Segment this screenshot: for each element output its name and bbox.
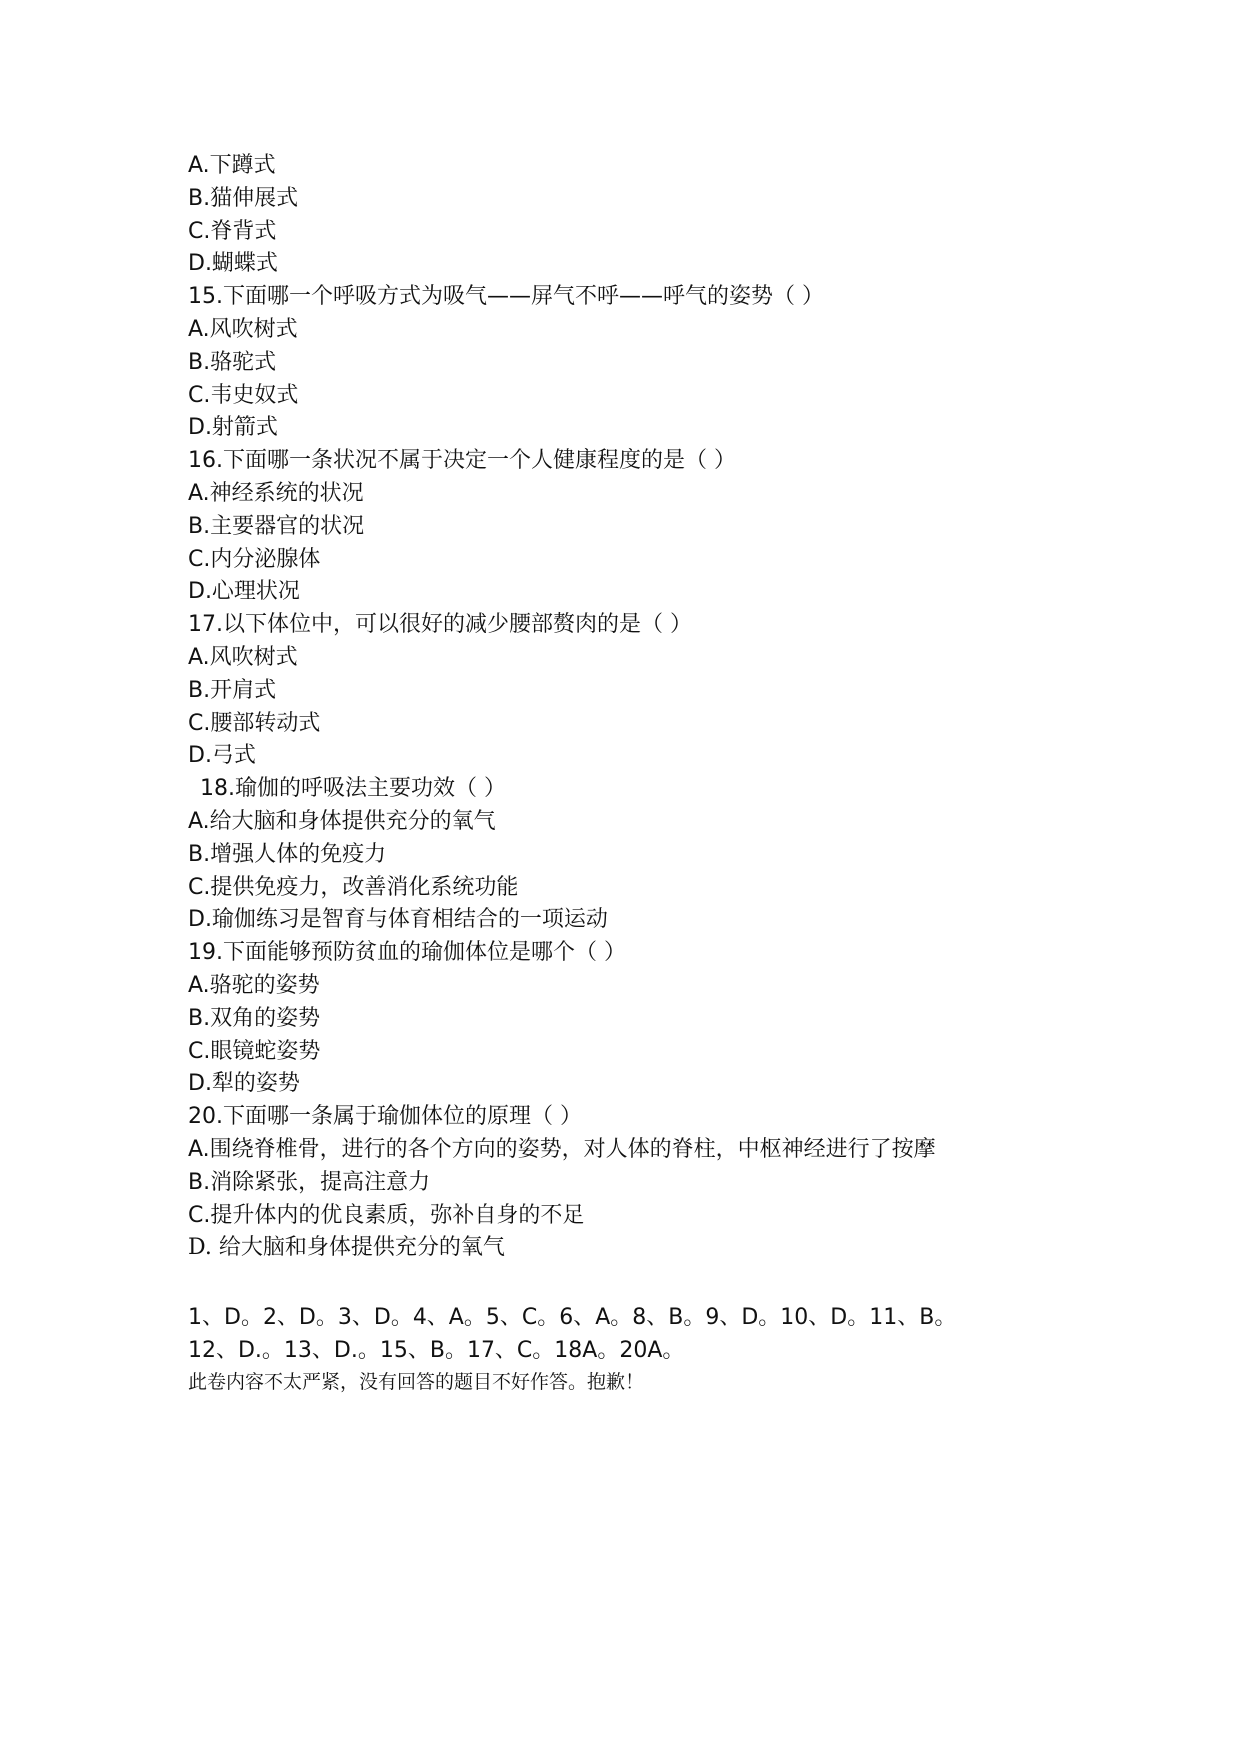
option-a: A.神经系统的状况: [188, 480, 364, 506]
option-a: A.骆驼的姿势: [188, 972, 320, 998]
question-text: 15.下面哪一个呼吸方式为吸气——屏气不呼——呼气的姿势（ ）: [188, 284, 824, 310]
option-a: A.下蹲式: [188, 153, 276, 178]
option-c: C.韦史奴式: [188, 382, 299, 408]
option-b: B.骆驼式: [188, 349, 277, 375]
option-b: B.猫伸展式: [188, 185, 299, 211]
question-17: [188, 609, 1088, 773]
option-a: A.风吹树式: [188, 316, 298, 342]
option-c: C.脊背式: [188, 218, 277, 244]
answer-note: 此卷内容不太严紧，没有回答的题目不好作答。抱歉！: [188, 1371, 645, 1394]
question-text: 16.下面哪一条状况不属于决定一个人健康程度的是（ ）: [188, 448, 736, 474]
question-16: [188, 445, 1088, 609]
option-c: C.眼镜蛇姿势: [188, 1038, 321, 1064]
option-d: D. 给大脑和身体提供充分的氧气: [188, 1235, 505, 1261]
question-19: [188, 937, 1088, 1101]
document-page: [188, 150, 1088, 1397]
option-c: C.腰部转动式: [188, 710, 321, 736]
option-d: D.瑜伽练习是智育与体育相结合的一项运动: [188, 907, 608, 933]
question-18: [188, 773, 1088, 937]
answer-line-2: 12、D.。13、D.。15、B。17、C。18A。20A。: [188, 1338, 685, 1364]
question-text: 18.瑜伽的呼吸法主要功效（ ）: [200, 776, 506, 802]
option-b: B.增强人体的免疫力: [188, 841, 387, 867]
question-text: 20.下面哪一条属于瑜伽体位的原理（ ）: [188, 1104, 582, 1130]
option-d: D.弓式: [188, 743, 256, 769]
option-c: C.提供免疫力，改善消化系统功能: [188, 874, 519, 900]
question-15: [188, 281, 1088, 445]
question-text: 17.以下体位中，可以很好的减少腰部赘肉的是（ ）: [188, 612, 692, 638]
option-a: A.给大脑和身体提供充分的氧气: [188, 808, 496, 834]
answer-key: [188, 1301, 1088, 1397]
option-d: D.犁的姿势: [188, 1071, 300, 1097]
q14-options: [188, 150, 1088, 281]
question-20: [188, 1101, 1088, 1265]
question-text: 19.下面能够预防贫血的瑜伽体位是哪个（ ）: [188, 940, 626, 966]
option-c: C.提升体内的优良素质，弥补自身的不足: [188, 1202, 585, 1228]
option-b: B.双角的姿势: [188, 1005, 321, 1031]
option-d: D.射箭式: [188, 415, 278, 441]
option-a: A.风吹树式: [188, 644, 298, 670]
option-d: D.心理状况: [188, 579, 300, 605]
option-d: D.蝴蝶式: [188, 251, 278, 277]
option-b: B.主要器官的状况: [188, 513, 365, 539]
option-b: B.消除紧张，提高注意力: [188, 1169, 431, 1195]
option-b: B.开肩式: [188, 677, 277, 703]
option-a: A.围绕脊椎骨，进行的各个方向的姿势，对人体的脊柱，中枢神经进行了按摩: [188, 1136, 936, 1162]
answer-line-1: 1、D。2、D。3、D。4、A。5、C。6、A。8、B。9、D。10、D。11、B。: [188, 1305, 957, 1331]
option-c: C.内分泌腺体: [188, 546, 321, 572]
